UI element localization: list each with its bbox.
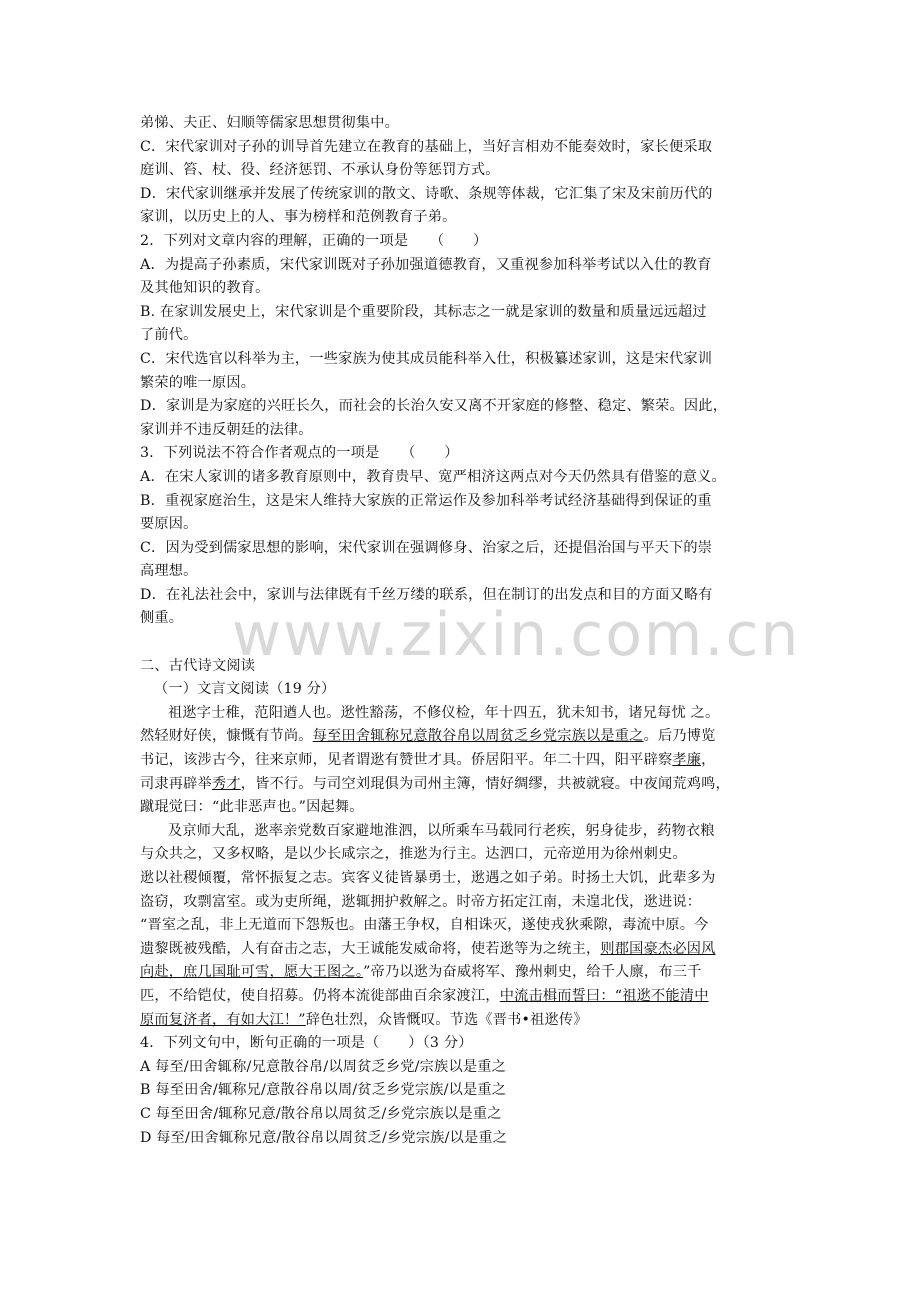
passage-line: 蹴琨觉曰：“此非恶声也。”因起舞。: [140, 799, 364, 816]
text-line: 家训，以历史上的人、事为榜样和范例教育子弟。: [140, 209, 457, 226]
question-2: 2．下列对文章内容的理解，正确的一项是 （ ）: [140, 232, 488, 249]
passage-text: 。后乃博览: [643, 728, 716, 745]
underlined-term: 孝廉: [672, 752, 702, 769]
option-d-q1: D．宋代家训继承并发展了传统家训的散文、诗歌、条规等体裁，它汇集了宋及宋前历代的: [140, 185, 713, 202]
option-a-q2: A．为提高子孙素质，宋代家训既对子孙加强道德教育，又重视参加科举考试以入仕的教育: [140, 256, 712, 273]
passage-line: 祖逖字士稚，范阳遒人也。逖性豁荡，不修仪检，年十四五，犹未知书，诸兄每忧 之。: [168, 704, 720, 721]
option-c-q2: C．宋代选官以科举为主，一些家族为使其成员能科举入仕，积极纂述家训，这是宋代家训: [140, 350, 713, 367]
text-line: 家训并不违反朝廷的法律。: [140, 421, 313, 438]
text-line: 侧重。: [140, 610, 184, 627]
underlined-sentence: 每至田舍辄称兄意散谷帛以周贫乏乡党宗族以是重之: [312, 728, 644, 745]
text-line: 繁荣的唯一原因。: [140, 374, 256, 391]
passage-text: ”帝乃以逖为奋威将军、豫州刺史，给千人廪，布三千: [363, 964, 702, 981]
option-a-q3: A．在宋人家训的诸多教育原则中，教育贵早、宽严相济这两点对今天仍然具有借鉴的意义。: [140, 468, 726, 485]
passage-line: 与众共之，又多权略，是以少长咸宗之，推逖为行主。达泗口，元帝逆用为徐州刺史。: [140, 846, 687, 863]
underlined-term: 秀才: [211, 775, 241, 792]
option-d-q3: D．在礼法社会中，家训与法律既有千丝万缕的联系，但在制订的出发点和目的方面又略有: [140, 586, 713, 603]
text-line: 及其他知识的教育。: [140, 280, 270, 297]
option-d-q4: D 每至/田舍辄称兄意/散谷帛以周贫乏/乡党宗族/以是重之: [140, 1129, 508, 1146]
passage-text: 遗黎既被残酷，人有奋击之志，大王诚能发威命将，使若逖等为之统主，: [140, 940, 601, 957]
option-b-q4: B 每至田舍/辄称兄/意散谷帛以周/贫乏乡党宗族/以是重之: [140, 1082, 507, 1099]
underlined-sentence: 则郡国豪杰必因风: [600, 940, 716, 957]
option-c-q1: C．宋代家训对子孙的训导首先建立在教育的基础上，当好言相劝不能奏效时，家长便采取: [140, 138, 713, 155]
text-line: 弟悌、夫正、妇顺等儒家思想贯彻集中。: [140, 115, 399, 131]
passage-text: 书记，该涉古今，往来京师，见者谓逖有赞世才具。侨居阳平。年二十四，阳平辟察: [140, 752, 673, 769]
text-line: 要原因。: [140, 516, 198, 533]
section-heading: 二、古代诗文阅读: [140, 657, 256, 674]
passage-line: 盗窃，攻剽富室。或为吏所绳，逖辄拥护救解之。时帝方拓定江南，未遑北伐，逖进说：: [140, 893, 702, 910]
spacer: [140, 631, 790, 655]
text-line: 了前代。: [140, 327, 198, 344]
question-3: 3．下列说法不符合作者观点的一项是 （ ）: [140, 445, 459, 462]
passage-line: [140, 725, 790, 749]
passage-text: 匹，不给铠仗，使自招募。仍将本流徙部曲百余家渡江，: [140, 987, 500, 1004]
passage-line: [140, 749, 790, 773]
option-b-q2: B. 在家训发展史上，宋代家训是个重要阶段，其标志之一就是家训的数量和质量远远超过: [140, 303, 707, 320]
underlined-sentence: 中流击楫而誓曰：“祖逖不能清中: [499, 987, 709, 1004]
option-b-q3: B．重视家庭治生，这是宋人维持大家族的正常运作及参加科举考试经济基础得到保证的重: [140, 492, 712, 509]
passage-line: [140, 961, 790, 985]
watermark: www.zixin.com.cn: [232, 600, 801, 670]
passage-line: 逖以社稷倾覆，常怀振复之志。宾客义徒皆暴勇士，逖遇之如子弟。时扬土大饥，此辈多为: [140, 870, 716, 886]
option-c-q4: C 每至田舍/辄称兄意/散谷帛以周贫乏/乡党宗族以是重之: [140, 1105, 502, 1122]
passage-line: 及京师大乱，逖率亲党数百家避地淮泗，以所乘车马载同行老疾，躬身徒步，药物衣粮: [168, 822, 715, 839]
passage-text: 司隶再辟举: [140, 775, 212, 792]
subsection-heading: （一）文言文阅读（19 分）: [154, 681, 336, 698]
text-line: 庭训、笞、杖、役、经济惩罚、不承认身份等惩罚方式。: [140, 162, 500, 179]
passage-text: ，皆不行。与司空刘琨俱为司州主簿，情好绸缪，共被就寝。中夜闻荒鸡鸣，: [240, 775, 730, 792]
option-c-q3: C．因为受到儒家思想的影响，宋代家训在强调修身、治家之后，还提倡治国与平天下的崇: [140, 539, 713, 556]
underlined-sentence: 原而复济者，有如大江！”: [140, 1011, 306, 1028]
text-line: 高理想。: [140, 563, 198, 580]
passage-text: 辞色壮烈，众皆慨叹。节选《晋书•祖逖传》: [305, 1011, 588, 1028]
passage-line: [140, 1009, 790, 1033]
underlined-sentence: 向赴，庶几国耻可雪，愿大王图之。: [140, 964, 364, 981]
option-d-q2: D．家训是为家庭的兴旺长久，而社会的长治久安又离不开家庭的修整、稳定、繁荣。因此，: [140, 398, 728, 415]
option-a-q4: A 每至/田舍辄称/兄意散谷帛/以周贫乏乡党/宗族以是重之: [140, 1058, 506, 1075]
document-body: [140, 112, 790, 1150]
passage-line: [140, 938, 790, 962]
question-4: 4．下列文句中，断句正确的一项是（ ）（3 分）: [140, 1035, 473, 1052]
passage-line: “晋室之乱，非上无道而下怨叛也。由藩王争权，自相诛灭，遂使戎狄乘隙，毒流中原。今: [140, 917, 709, 934]
passage-line: [140, 773, 790, 797]
passage-text: ，: [701, 752, 716, 769]
passage-text: 然轻财好侠，慷慨有节尚。: [140, 728, 313, 745]
passage-line: [140, 985, 790, 1009]
